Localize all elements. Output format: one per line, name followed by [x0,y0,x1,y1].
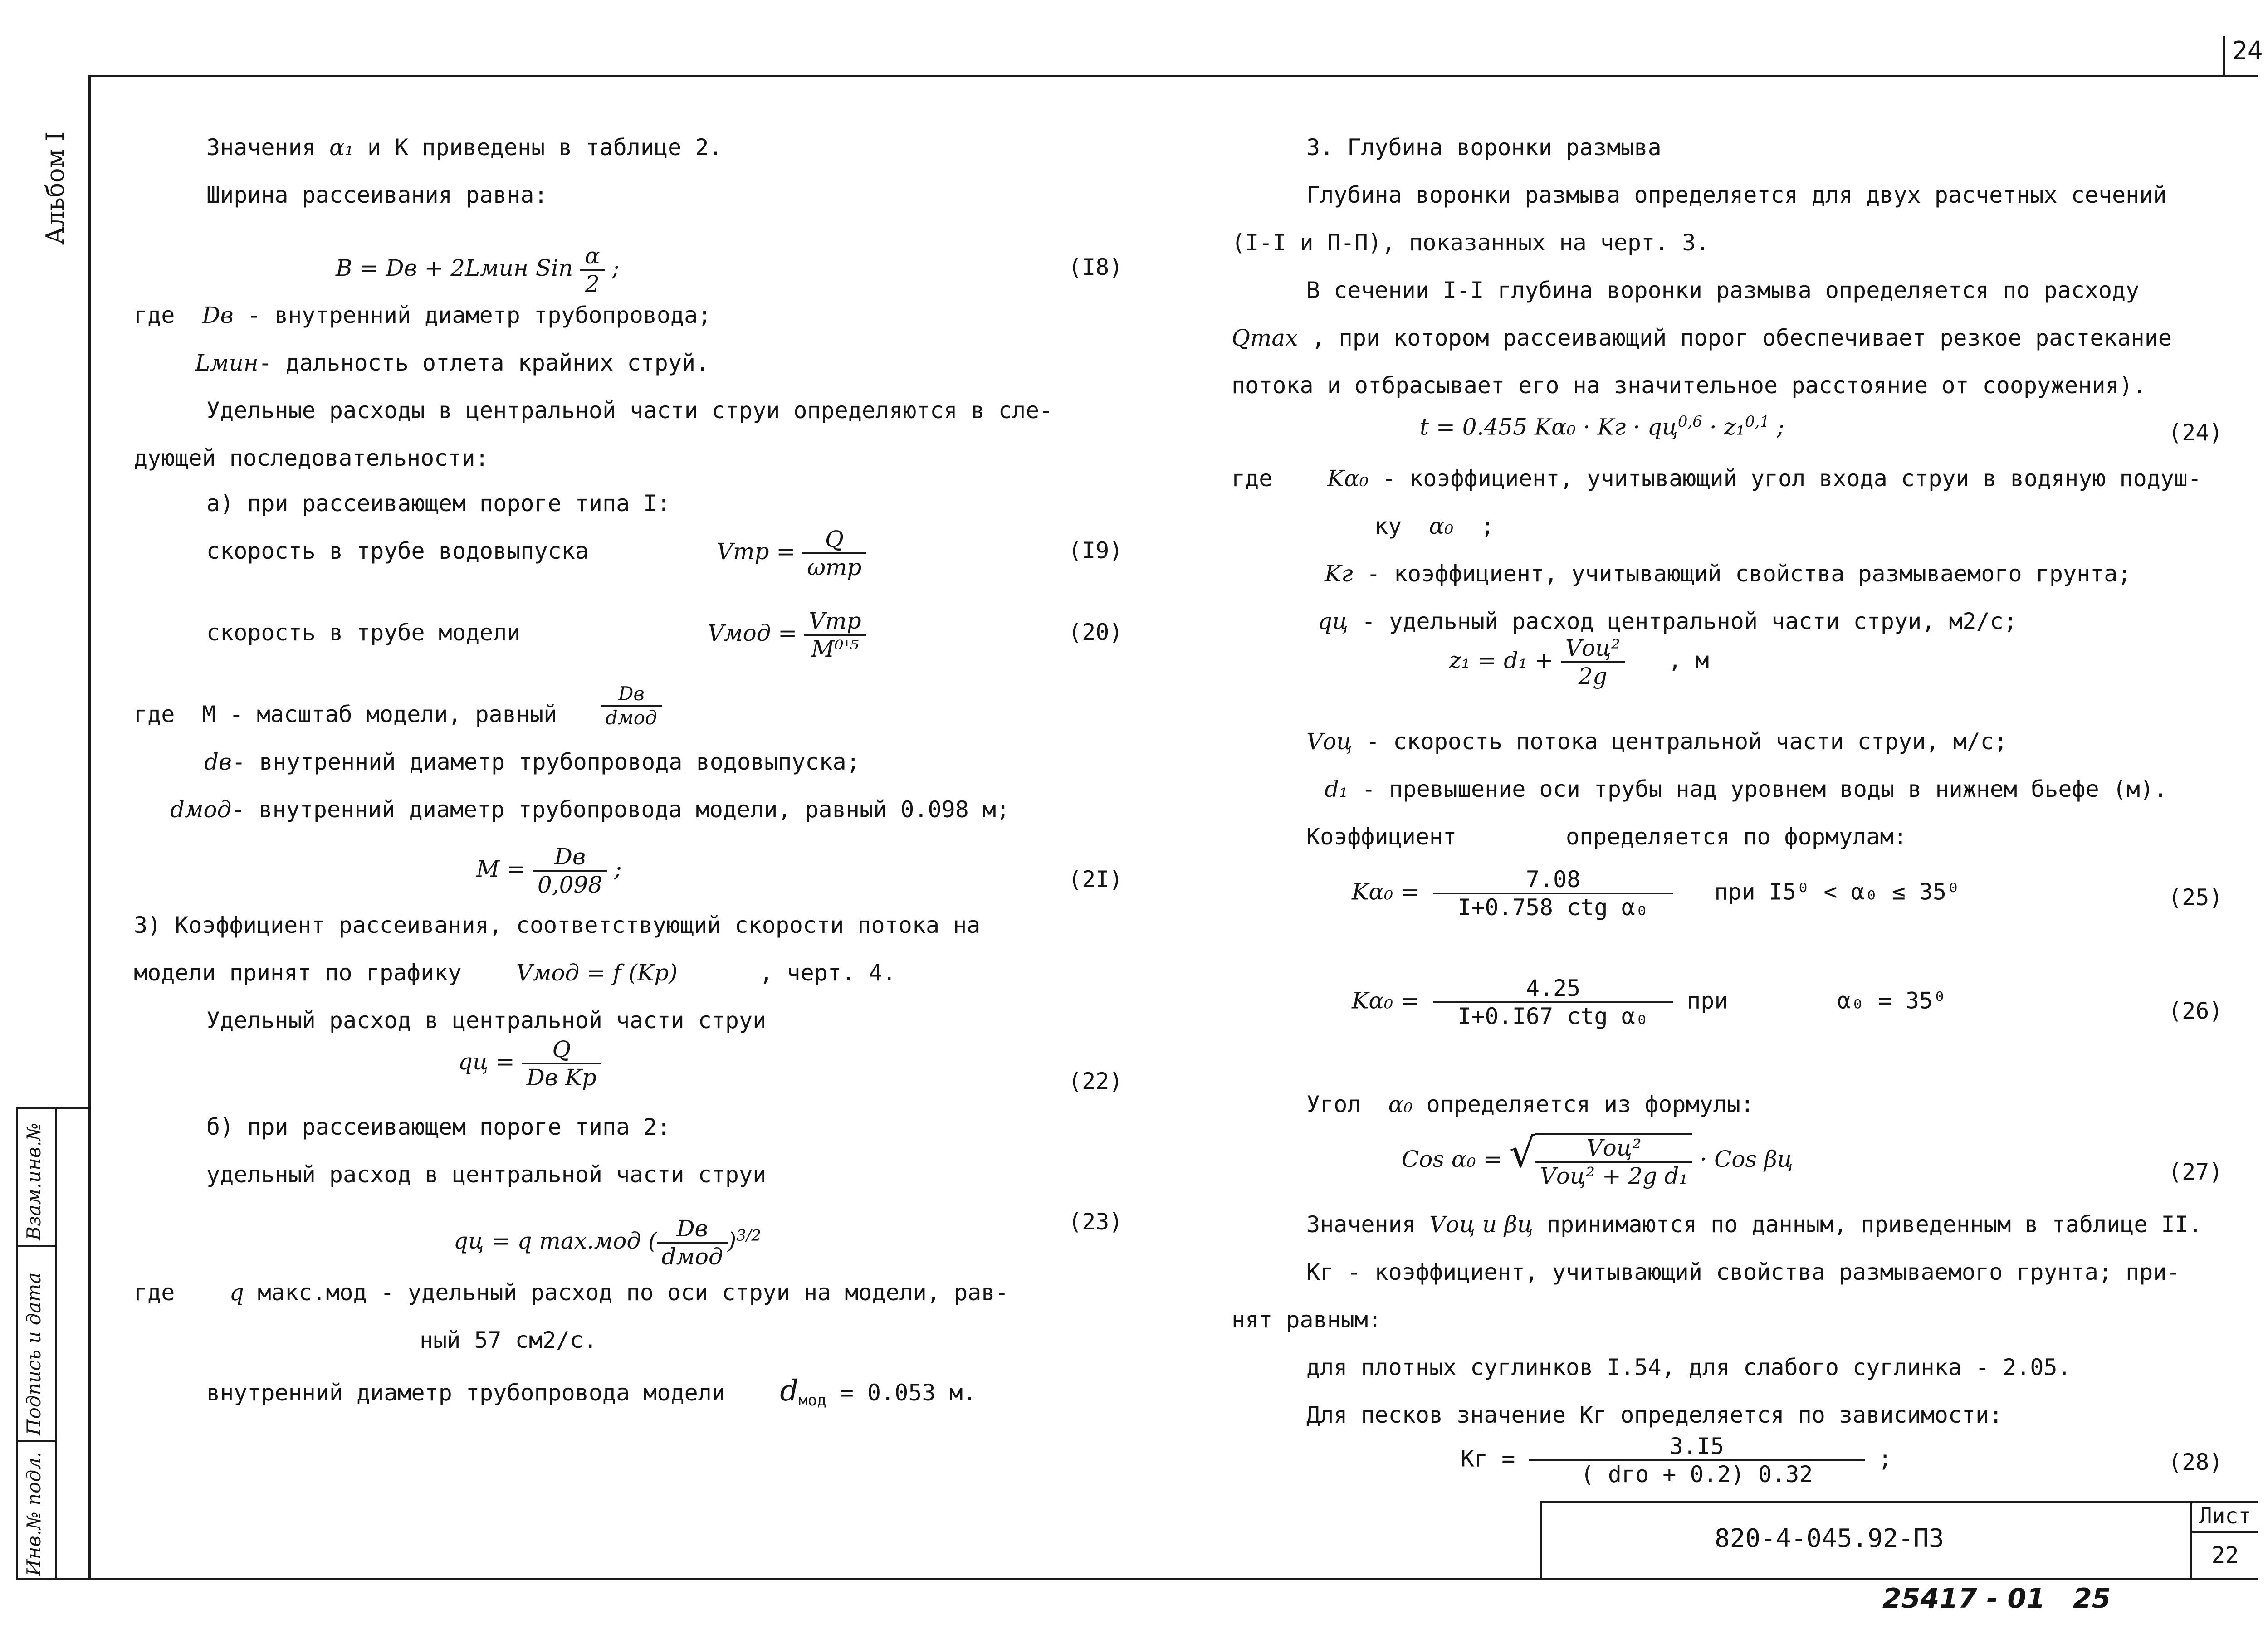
title-block [1540,1501,2258,1580]
where-kg: Kг - коэффициент, учитывающий свойства размываемого грунта; [1325,561,2131,587]
stamp-inv-podl: Инв.№ подл. [23,1451,45,1576]
equation-27: Cos α₀ = √ $\frac{\text{Vоц²}}{\text{Vоц² + 2g d₁}}$ · Cos βц [1402,1129,1793,1189]
eq-number-23: (23) [1068,1209,1123,1235]
where-dv-2: dв- внутренний диаметр трубопровода водовыпуска; [204,749,860,775]
equation-18: B = Dв + 2Lмин Sin $\frac{\alpha}{2}$ ; [336,243,620,297]
coefficient-line: Коэффициент определяется по формулам: [1306,824,1907,850]
section-heading: 3. Глубина воронки размыва [1306,134,1662,161]
where-dmod: dмод- внутренний диаметр трубопровода модели, равный 0.098 м; [170,796,1010,823]
left-para-2: дующей последовательности: [134,445,489,471]
eq-number-18: (I8) [1068,254,1123,280]
left-para-1: Удельные расходы в центральной части струи определяются в сле- [206,397,1053,424]
eq-number-20: (20) [1068,619,1123,645]
right-para-1: Глубина воронки размыва определяется для двух расчетных сечений [1306,182,2167,208]
equation-19: Vтр = $\frac{Q}{\text{ωтр}}$ [717,526,866,580]
coef-para-2: модели принят по графику Vмод = f (Kр) , черт. 4. [134,960,896,986]
equation-23: qц = q max.мод ( $\frac{Dв}{\text{dмод}}$ )$^{3/2}$ [454,1215,761,1270]
where-qmax-cont: ный 57 см2/с. [420,1327,597,1353]
where-M: где М - масштаб модели, равный [134,701,557,727]
eq-number-19: (I9) [1068,537,1123,564]
coef-para-1: 3) Коэффициент рассеивания, соответствующий скорости потока на [134,912,981,938]
album-label: Альбом I [41,131,69,245]
approval-stamp [16,1107,91,1580]
equation-26: Kα₀ = $\frac{4.25}{\text{I+0.I67 ctg α₀}}$ при α₀ = 35⁰ [1352,975,1947,1029]
right-para-3: В сечении I-I глубина воронки размыва определяется по расходу [1306,277,2140,303]
case-b-text: удельный расход в центральной части струи [206,1161,767,1188]
right-para-2: (I-I и П-П), показанных на черт. 3. [1232,229,1710,256]
equation-28: Кг = $\frac{3.I5}{\text{( dгo + 0.2) 0.32}}$ ; [1461,1433,1892,1488]
sheet-number-top: 24 [2223,36,2268,75]
equation-z1: z₁ = d₁ + $\frac{\text{Vоц²}}{2g}$ , м [1449,635,1709,689]
case-b: б) при рассеивающем пороге типа 2: [206,1114,671,1140]
loam-line: для плотных суглинков I.54, для слабого суглинка - 2.05. [1306,1354,2071,1380]
left-line-2: Ширина рассеивания равна: [206,182,548,208]
kr-line-cont: нят равным: [1232,1307,1382,1333]
eq-number-21: (2I) [1068,866,1123,893]
right-para-5: потока и отбрасывает его на значительное расстояние от сооружения). [1232,372,2146,399]
angle-line: Угол α₀ определяется из формулы: [1306,1091,1755,1117]
equation-20: Vмод = $\frac{\text{Vтр}}{\text{M⁰'⁵}}$ [708,608,866,662]
values-line: Значения Vоц и βц принимаются по данным, приведенным в таблице II. [1306,1211,2202,1238]
scale-fraction: $\frac{Dв}{\text{dмод}}$ [601,683,662,729]
equation-21: M = $\frac{Dв}{0,098}$ ; [476,844,622,898]
equation-22: qц = $\frac{Q}{\text{Dв Kр}}$ [458,1036,601,1091]
eq-number-28: (28) [2168,1449,2223,1475]
kr-line: Кг - коэффициент, учитывающий свойства размываемого грунта; при- [1306,1259,2180,1285]
where-d1: d₁ - превышение оси трубы над уровнем воды в нижнем бьефе (м). [1325,776,2168,802]
sheet-box [2190,1503,2258,1580]
eq-number-22: (22) [1068,1068,1123,1094]
eq-number-27: (27) [2168,1159,2223,1185]
velocity-model-text: скорость в трубе модели [206,619,521,646]
page-number: 25 [2073,1583,2111,1614]
sheet-label: Лист [2192,1503,2258,1533]
velocity-pipe-text: скорость в трубе водовыпуска [206,538,589,564]
eq-number-26: (26) [2168,998,2223,1024]
equation-24: t = 0.455 Kα₀ · Kг · qц$^{0,6}$ · z₁$^{0,1}$ ; [1420,413,1784,440]
order-number: 25417 - 01 [1882,1583,2045,1614]
sheet-value: 22 [2211,1542,2239,1568]
specific-flow-text: Удельный расход в центральной части струи [206,1007,767,1034]
where-qmax: где q макс.мод - удельный расход по оси струи на модели, рав- [134,1279,1009,1306]
model-diameter: внутренний диаметр трубопровода модели $d_{мод} = 0.053$ м. [206,1374,977,1410]
stamp-podpis-data: Подпись и дата [23,1272,45,1435]
equation-25: Kα₀ = $\frac{7.08}{\text{I+0.758 ctg α₀}}$ при I5⁰ < α₀ ≤ 35⁰ [1352,866,1960,921]
left-line-1: Значения α₁ и К приведены в таблице 2. [206,134,723,161]
where-k-alpha: где Kα₀ - коэффициент, учитывающий угол входа струи в водяную подуш- [1232,465,2202,492]
case-a: а) при рассеивающем пороге типа I: [206,490,671,517]
eq-number-25: (25) [2168,884,2223,911]
eq-number-24: (24) [2168,419,2223,446]
where-lmin: Lмин- дальность отлета крайних струй. [195,350,709,376]
right-para-4: Qmax , при котором рассеивающий порог обеспечивает резкое растекание [1232,325,2172,351]
where-voc: Vоц - скорость потока центральной части струи, м/с; [1306,728,2008,755]
where-k-alpha-cont: ку α₀ ; [1374,513,1495,539]
sand-line: Для песков значение Кг определяется по зависимости: [1306,1402,2003,1428]
where-dv: где Dв - внутренний диаметр трубопровода; [134,302,712,328]
where-qc: qц - удельный расход центральной части струи, м2/с; [1318,608,2017,634]
document-code: 820-4-045.92-ПЗ [1715,1524,1944,1553]
stamp-vzam-inv: Взам.инв.№ [23,1122,45,1240]
